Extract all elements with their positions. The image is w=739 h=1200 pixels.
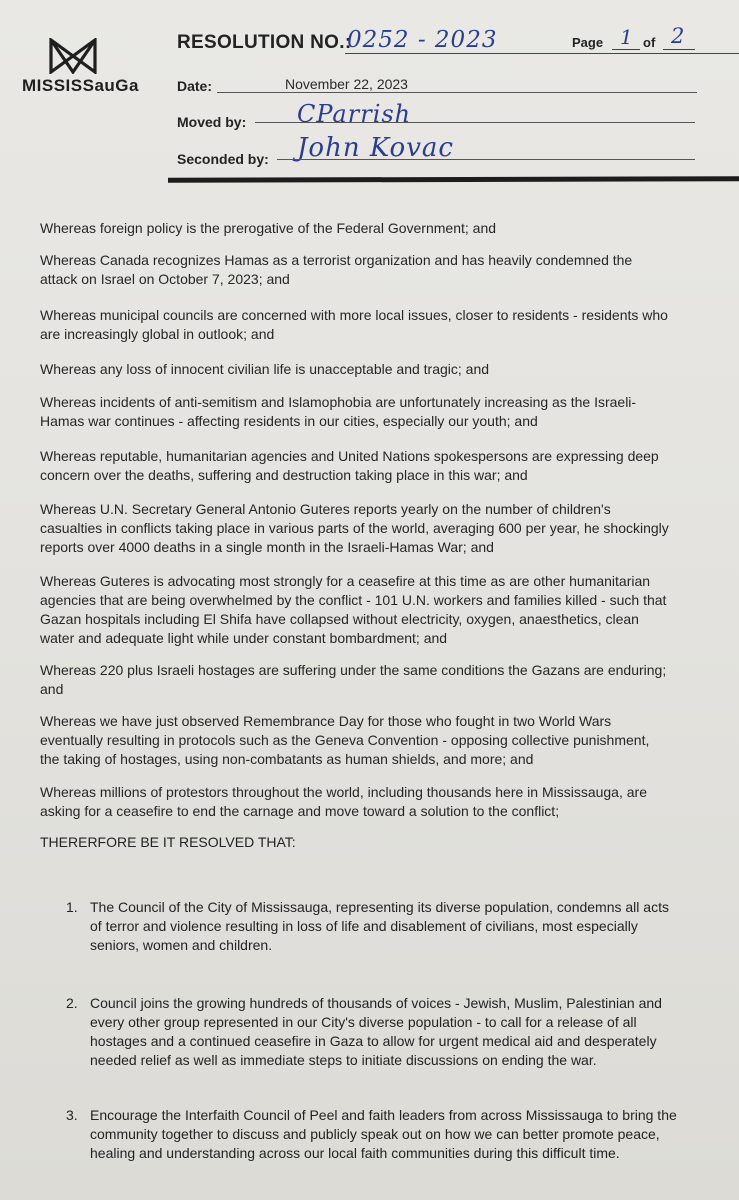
resolution-label: RESOLUTION NO.: <box>177 32 352 53</box>
date-value: November 22, 2023 <box>285 76 408 92</box>
page-total-underline <box>663 49 695 50</box>
moved-by-field <box>177 100 707 134</box>
page-label: Page <box>572 35 604 50</box>
page-total: 2 <box>671 24 685 48</box>
whereas-clause: Whereas we have just observed Remembrance Day for those who fought in two World Wars eventually resulting in protocols such as the Geneva Convention - opposing collective punishment, the taking of hostages, using non-combatants as human shields, and more; and <box>40 713 650 767</box>
whereas-clause: Whereas Guteres is advocating most strongly for a ceasefire at this time as are other humanitarian agencies that are being overwhelmed by the conflict - 101 U.N. workers and families killed - such that Gazan hospitals including El Shifa have collapsed without electricity, oxygen, anaesthetics, clean water and adequate light while under constant bombardment; and <box>40 573 667 646</box>
header-divider <box>168 176 739 182</box>
whereas-clause: Whereas foreign policy is the prerogative of the Federal Government; and <box>40 220 497 236</box>
moved-by-label: Moved by: <box>177 114 247 130</box>
resolution-item-text: Council joins the growing hundreds of thousands of voices - Jewish, Muslim, Palestinian and every other group represented in our City's diverse population - to call for a release of all hostages and a continued ceasefire in Gaza to allow for urgent medical aid and desperately needed relief as well as immediate steps to initiate discussions on ending the war. <box>90 995 662 1068</box>
mississauga-logo-icon <box>48 38 98 74</box>
resolution-item-number: 3. <box>66 1107 78 1123</box>
whereas-clause: Whereas Canada recognizes Hamas as a terrorist organization and has heavily condemned the attack on Israel on October 7, 2023; and <box>40 252 633 287</box>
date-field <box>177 72 707 98</box>
whereas-clause: Whereas 220 plus Israeli hostages are suffering under the same conditions the Gazans are enduring; and <box>40 662 667 697</box>
resolution-item-number: 1. <box>66 899 78 915</box>
seconded-by-underline <box>277 159 695 160</box>
whereas-clause: Whereas municipal councils are concerned with more local issues, closer to residents - residents who are increasingly global in outlook; and <box>40 307 668 342</box>
date-label: Date: <box>177 78 213 94</box>
seconded-by-signature: John Kovac <box>297 133 454 163</box>
whereas-clause: Whereas reputable, humanitarian agencies and United Nations spokespersons are expressing deep concern over the deaths, suffering and destruction taking place in this war; and <box>40 448 659 483</box>
moved-by-underline <box>255 122 695 123</box>
resolved-heading: THERERFORE BE IT RESOLVED THAT: <box>40 834 296 850</box>
city-logo <box>22 38 142 96</box>
resolution-underline <box>345 53 739 54</box>
resolution-item-text: Encourage the Interfaith Council of Peel and faith leaders from across Mississauga to bring the community together to discuss and publicly speak out on how we can better promote peace, healing and understanding across our local faith communities during this difficult time. <box>90 1107 677 1161</box>
whereas-clause: Whereas U.N. Secretary General Antonio Guteres reports yearly on the number of children's casualties in conflicts taking place in various parts of the world, averaging 600 per year, he shockingly reports over 4000 deaths in a single month in the Israeli-Hamas War; and <box>40 501 669 555</box>
resolution-item-number: 2. <box>66 995 78 1011</box>
whereas-clause: Whereas millions of protestors throughout the world, including thousands here in Mississauga, are asking for a ceasefire to end the carnage and move toward a solution to the conflict; <box>40 784 647 819</box>
resolution-number: 0252 - 2023 <box>347 27 498 53</box>
page-number-underline <box>612 49 640 50</box>
whereas-clause: Whereas any loss of innocent civilian life is unacceptable and tragic; and <box>40 361 490 377</box>
moved-by-signature: CParrish <box>297 100 412 128</box>
seconded-by-label: Seconded by: <box>177 151 269 167</box>
whereas-clause: Whereas incidents of anti-semitism and Islamophobia are unfortunately increasing as the Israeli-Hamas war continues - affecting residents in our cities, especially our youth; and <box>40 394 637 429</box>
resolution-item-text: The Council of the City of Mississauga, representing its diverse population, condemns all acts of terror and violence resulting in loss of life and disablement of civilians, most especially seniors, women and children. <box>90 899 669 953</box>
seconded-by-field <box>177 133 707 171</box>
page-number: 1 <box>620 25 633 49</box>
logo-text: MISSISSauGa <box>22 76 139 95</box>
resolution-number-line <box>177 24 717 57</box>
date-underline <box>217 92 697 93</box>
page-of-label: of <box>643 35 656 50</box>
